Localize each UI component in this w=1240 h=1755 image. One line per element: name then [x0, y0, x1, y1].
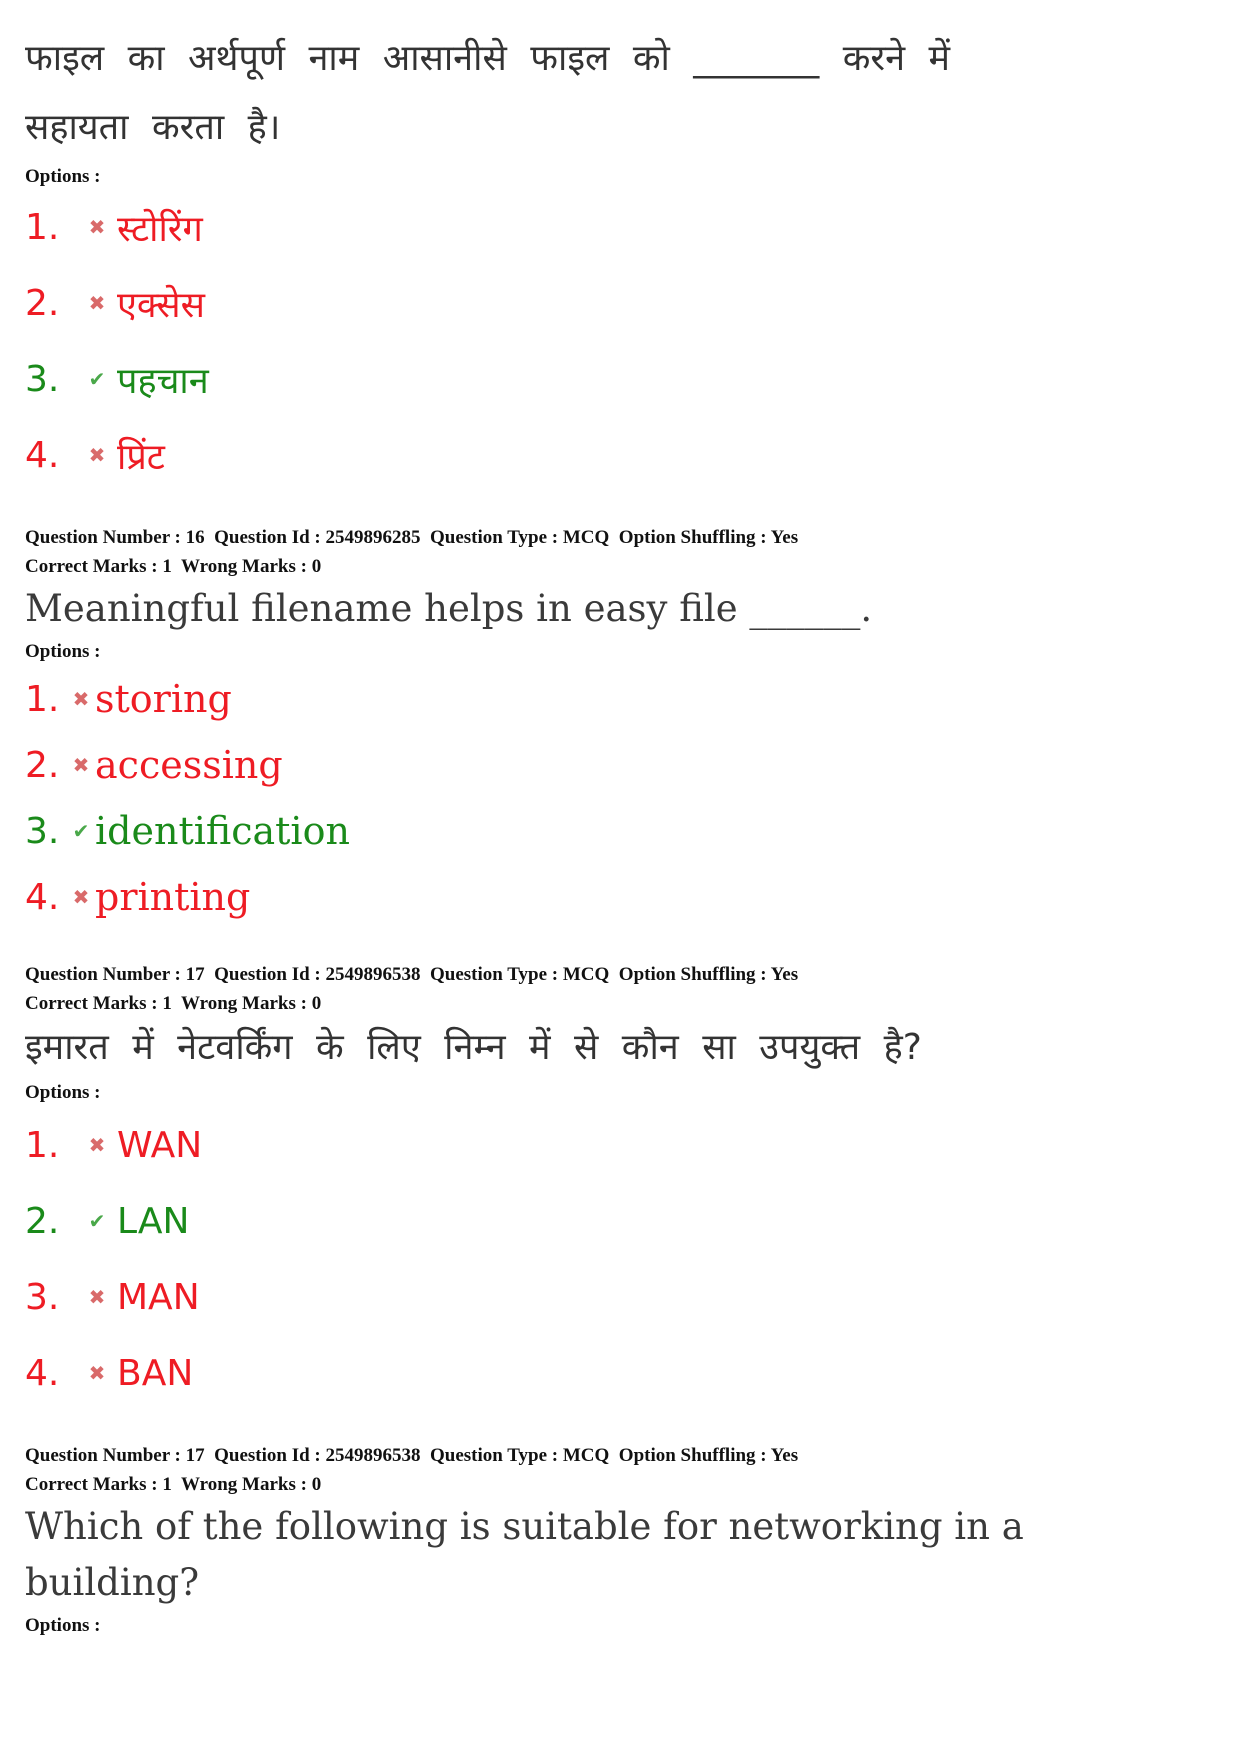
question-17-english: [25, 1441, 1215, 1640]
cross-icon: ✖: [88, 443, 106, 467]
option-text: एक्सेस: [117, 284, 205, 326]
question-meta: Question Number : 17 Question Id : 2549896538 Question Type : MCQ Option Shuffling : Yes: [25, 964, 799, 985]
cross-icon: ✖: [72, 687, 90, 711]
option-text: BAN: [117, 1352, 194, 1394]
option-text: accessing: [95, 743, 283, 787]
check-icon: ✔: [72, 819, 90, 843]
option-4: [25, 417, 1215, 493]
option-1: [25, 189, 1215, 265]
options-label: Options :: [25, 1082, 101, 1103]
option-number: 4.: [25, 1352, 60, 1394]
option-text: प्रिंट: [117, 436, 165, 478]
question-paper-page: [25, 24, 1215, 1640]
option-4: [25, 864, 1215, 930]
option-text: स्टोरिंग: [117, 208, 203, 250]
question-meta: Question Number : 17 Question Id : 2549896538 Question Type : MCQ Option Shuffling : Yes: [25, 1445, 799, 1466]
check-icon: ✔: [88, 367, 106, 391]
options-label: Options :: [25, 166, 101, 187]
cross-icon: ✖: [88, 1133, 106, 1157]
marks-meta: Correct Marks : 1 Wrong Marks : 0: [25, 556, 322, 577]
option-number: 4.: [25, 876, 60, 918]
cross-icon: ✖: [88, 1361, 106, 1385]
options-list: [25, 666, 1215, 930]
option-number: 3.: [25, 810, 60, 852]
question-text: इमारत में नेटवर्किंग के लिए निम्न में से कौन सा उपयुक्त है?: [25, 1027, 922, 1068]
cross-icon: ✖: [88, 1285, 106, 1309]
option-number: 1.: [25, 1124, 60, 1166]
option-2: [25, 732, 1215, 798]
option-text: पहचान: [117, 360, 209, 402]
option-number: 2.: [25, 744, 60, 786]
option-number: 4.: [25, 434, 60, 476]
question-meta: Question Number : 16 Question Id : 2549896285 Question Type : MCQ Option Shuffling : Yes: [25, 527, 799, 548]
cross-icon: ✖: [88, 291, 106, 315]
option-number: 1.: [25, 678, 60, 720]
marks-meta: Correct Marks : 1 Wrong Marks : 0: [25, 1474, 322, 1495]
option-number: 3.: [25, 1276, 60, 1318]
option-text: MAN: [117, 1276, 200, 1318]
option-2: [25, 265, 1215, 341]
question-16-english: [25, 523, 1215, 930]
option-4: [25, 1335, 1215, 1411]
cross-icon: ✖: [88, 215, 106, 239]
option-2: [25, 1183, 1215, 1259]
option-3: [25, 341, 1215, 417]
option-text: storing: [95, 677, 232, 721]
option-text: printing: [95, 875, 251, 919]
question-17-hindi: [25, 960, 1215, 1411]
question-text: फाइल का अर्थपूर्ण नाम आसानीसे फाइल को _______ करने में सहायता करता है।: [25, 38, 951, 148]
option-number: 1.: [25, 206, 60, 248]
option-text: WAN: [117, 1124, 203, 1166]
marks-meta: Correct Marks : 1 Wrong Marks : 0: [25, 993, 322, 1014]
option-text: LAN: [117, 1200, 190, 1242]
cross-icon: ✖: [72, 753, 90, 777]
option-number: 2.: [25, 1200, 60, 1242]
question-text: Meaningful filename helps in easy file ______.: [25, 587, 873, 630]
check-icon: ✔: [88, 1209, 106, 1233]
options-list: [25, 189, 1215, 493]
options-label: Options :: [25, 641, 101, 662]
options-list: [25, 1107, 1215, 1411]
option-1: [25, 1107, 1215, 1183]
option-text: identification: [95, 809, 350, 853]
option-number: 3.: [25, 358, 60, 400]
options-label: Options :: [25, 1615, 101, 1636]
question-15-hindi: [25, 24, 1215, 493]
question-text: Which of the following is suitable for networking in a building?: [25, 1505, 1024, 1604]
option-3: [25, 1259, 1215, 1335]
option-number: 2.: [25, 282, 60, 324]
option-3: [25, 798, 1215, 864]
cross-icon: ✖: [72, 885, 90, 909]
option-1: [25, 666, 1215, 732]
